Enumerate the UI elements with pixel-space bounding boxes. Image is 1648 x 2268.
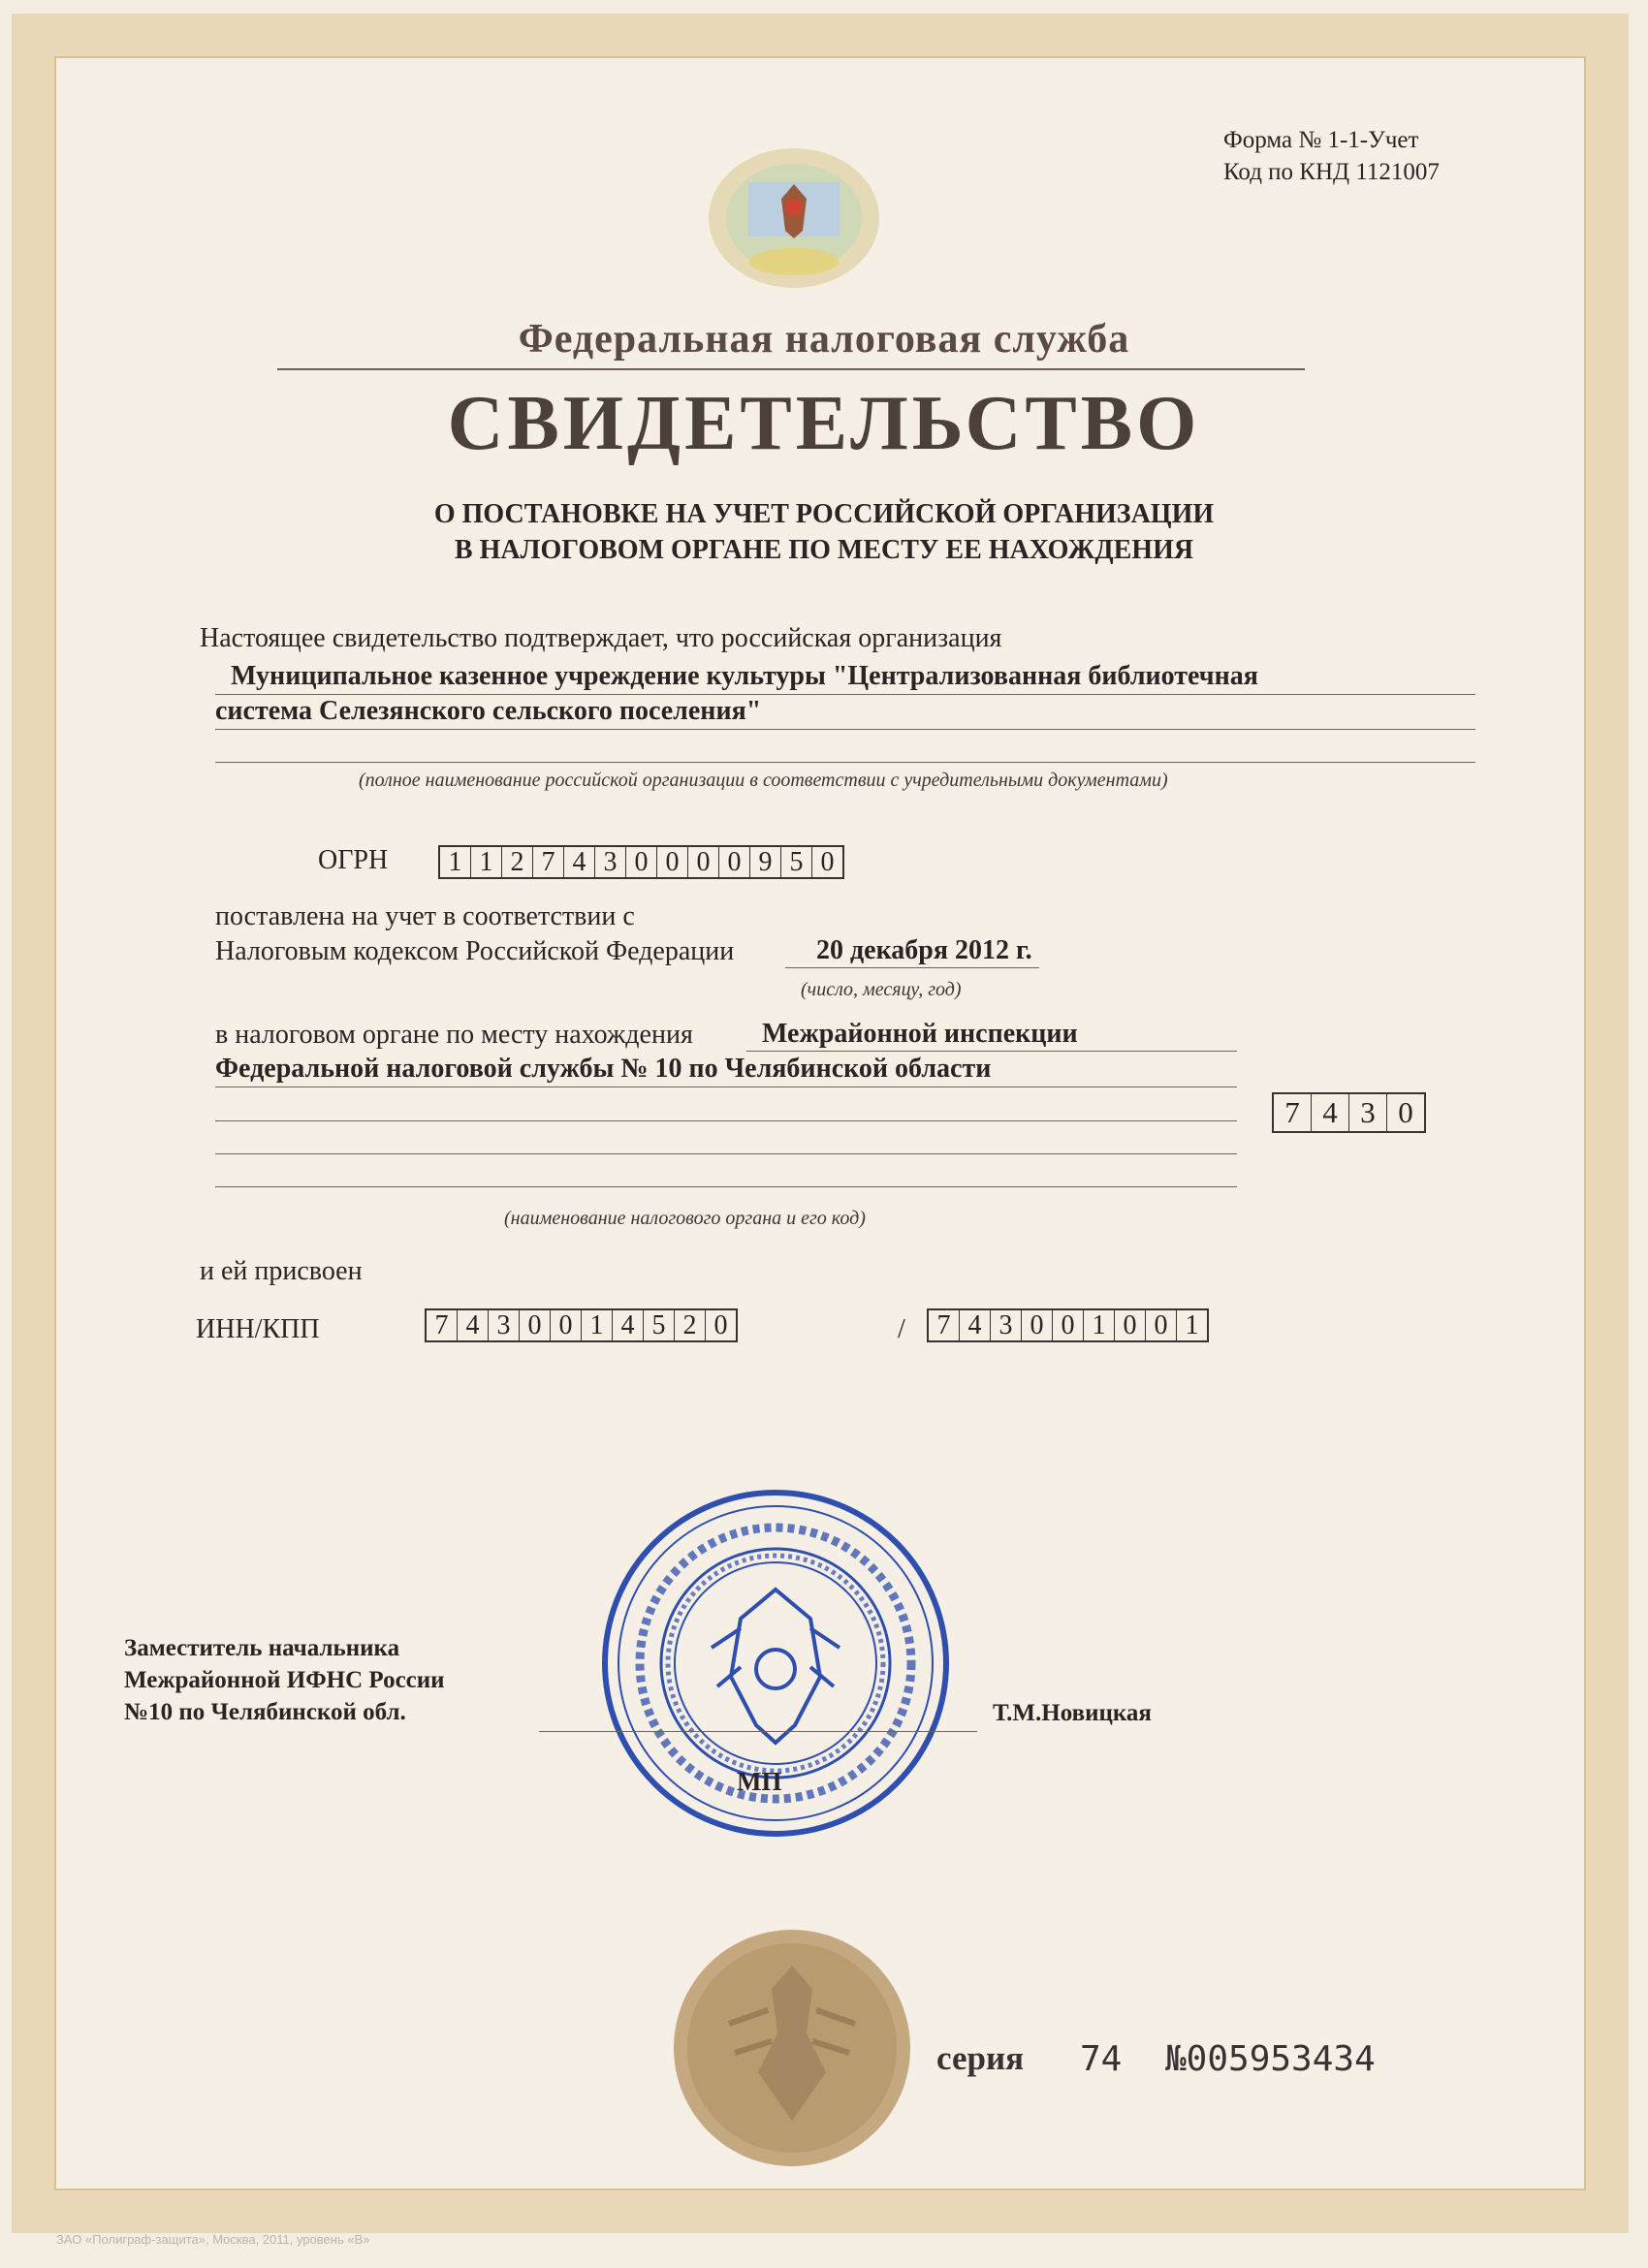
digit-cell: 7: [1274, 1094, 1312, 1131]
page-title: СВИДЕТЕЛЬСТВО: [447, 381, 1201, 466]
serial-number: №005953434: [1165, 2039, 1376, 2079]
digit-cell: 1: [1185, 1310, 1199, 1340]
tax-office-code: [1272, 1092, 1426, 1133]
signer-position-line-2: Межрайонной ИФНС России: [124, 1667, 445, 1693]
intro-text: Настоящее свидетельство подтверждает, что российская организация: [200, 623, 1002, 653]
digit-cell: 3: [595, 847, 626, 877]
kpp-digits: [927, 1308, 1209, 1342]
digit-cell: 0: [1022, 1310, 1053, 1340]
org-name-line-1: Муниципальное казенное учреждение культуры "Централизованная библиотечная: [231, 661, 1258, 691]
digit-cell: 0: [713, 1310, 728, 1340]
ogrn-digits: [438, 845, 844, 879]
signer-name: Т.М.Новицкая: [993, 1700, 1152, 1726]
signature-line: [539, 1731, 977, 1732]
subtitle-line-1: О ПОСТАНОВКЕ НА УЧЕТ РОССИЙСКОЙ ОРГАНИЗАЦИИ: [433, 499, 1215, 529]
digit-cell: 4: [458, 1310, 489, 1340]
org-name-line-2: система Селезянского сельского поселения": [215, 696, 762, 726]
digit-cell: 3: [1349, 1094, 1387, 1131]
digit-cell: 4: [613, 1310, 644, 1340]
digit-cell: 0: [688, 847, 719, 877]
field-underline: [215, 1186, 1237, 1187]
field-underline: [215, 762, 1475, 763]
digit-cell: 0: [1398, 1095, 1413, 1129]
digit-cell: 2: [675, 1310, 706, 1340]
date-hint: (число, месяцу, год): [801, 979, 962, 1000]
field-underline: [785, 967, 1039, 968]
digit-cell: 2: [502, 847, 533, 877]
printer-note: ЗАО «Полиграф-защита», Москва, 2011, уровень «В»: [56, 2232, 370, 2247]
field-underline: [746, 1051, 1237, 1052]
digit-cell: 1: [440, 847, 471, 877]
digit-cell: 3: [489, 1310, 520, 1340]
service-name: Федеральная налоговая служба: [518, 317, 1130, 362]
signer-position-line-3: №10 по Челябинской обл.: [124, 1699, 406, 1725]
ogrn-label: ОГРН: [318, 845, 389, 875]
digit-cell: 0: [626, 847, 657, 877]
field-underline: [215, 1153, 1237, 1154]
digit-cell: 4: [564, 847, 595, 877]
subtitle-line-2: В НАЛОГОВОМ ОРГАНЕ ПО МЕСТУ ЕЕ НАХОЖДЕНИЯ: [454, 535, 1194, 565]
digit-cell: 7: [533, 847, 564, 877]
serial-label: серия: [936, 2039, 1025, 2077]
digit-cell: 0: [1115, 1310, 1146, 1340]
digit-cell: 0: [719, 847, 750, 877]
assigned-text: и ей присвоен: [200, 1256, 363, 1286]
digit-cell: 7: [929, 1310, 960, 1340]
digit-cell: 1: [582, 1310, 613, 1340]
digit-cell: 5: [644, 1310, 675, 1340]
hologram-emblem-icon: [702, 145, 886, 291]
digit-cell: 4: [1312, 1094, 1349, 1131]
field-underline: [215, 694, 1475, 695]
digit-cell: 1: [471, 847, 502, 877]
digit-cell: 9: [750, 847, 781, 877]
org-name-hint: (полное наименование российской организации в соответствии с учредительными документами): [359, 770, 1168, 791]
digit-cell: 1: [1084, 1310, 1115, 1340]
gold-seal-icon: [671, 1927, 913, 2169]
inn-kpp-label: ИНН/КПП: [196, 1314, 320, 1344]
divider: [277, 368, 1305, 370]
digit-cell: 0: [551, 1310, 582, 1340]
registered-text-2: Налоговым кодексом Российской Федерации: [215, 936, 735, 966]
form-identifier: [1223, 124, 1440, 188]
digit-cell: 0: [657, 847, 688, 877]
tax-office-label: в налоговом органе по месту нахождения: [215, 1020, 693, 1050]
registered-text-1: поставлена на учет в соответствии с: [215, 901, 635, 931]
form-number: Форма № 1-1-Учет: [1223, 127, 1419, 153]
inn-digits: [425, 1308, 738, 1342]
digit-cell: 0: [1053, 1310, 1084, 1340]
tax-office-line-1: Межрайонной инспекции: [762, 1019, 1078, 1049]
digit-cell: 7: [427, 1310, 458, 1340]
digit-cell: 0: [820, 847, 835, 877]
knd-code: Код по КНД 1121007: [1223, 159, 1440, 185]
tax-office-hint: (наименование налогового органа и его код): [504, 1208, 866, 1229]
digit-cell: 3: [991, 1310, 1022, 1340]
inn-kpp-slash: /: [898, 1314, 905, 1344]
field-underline: [215, 1120, 1237, 1121]
signer-position: [124, 1632, 445, 1728]
page-subtitle: [0, 496, 1648, 568]
digit-cell: 0: [520, 1310, 551, 1340]
field-underline: [215, 729, 1475, 730]
serial-series: 74: [1080, 2039, 1123, 2079]
signer-position-line-1: Заместитель начальника: [124, 1635, 400, 1661]
digit-cell: 4: [960, 1310, 991, 1340]
registration-date: 20 декабря 2012 г.: [816, 935, 1032, 965]
tax-office-line-2: Федеральной налоговой службы № 10 по Челябинской области: [215, 1054, 992, 1084]
digit-cell: 0: [1146, 1310, 1177, 1340]
stamp-place-label: МП: [737, 1767, 782, 1796]
digit-cell: 5: [781, 847, 812, 877]
